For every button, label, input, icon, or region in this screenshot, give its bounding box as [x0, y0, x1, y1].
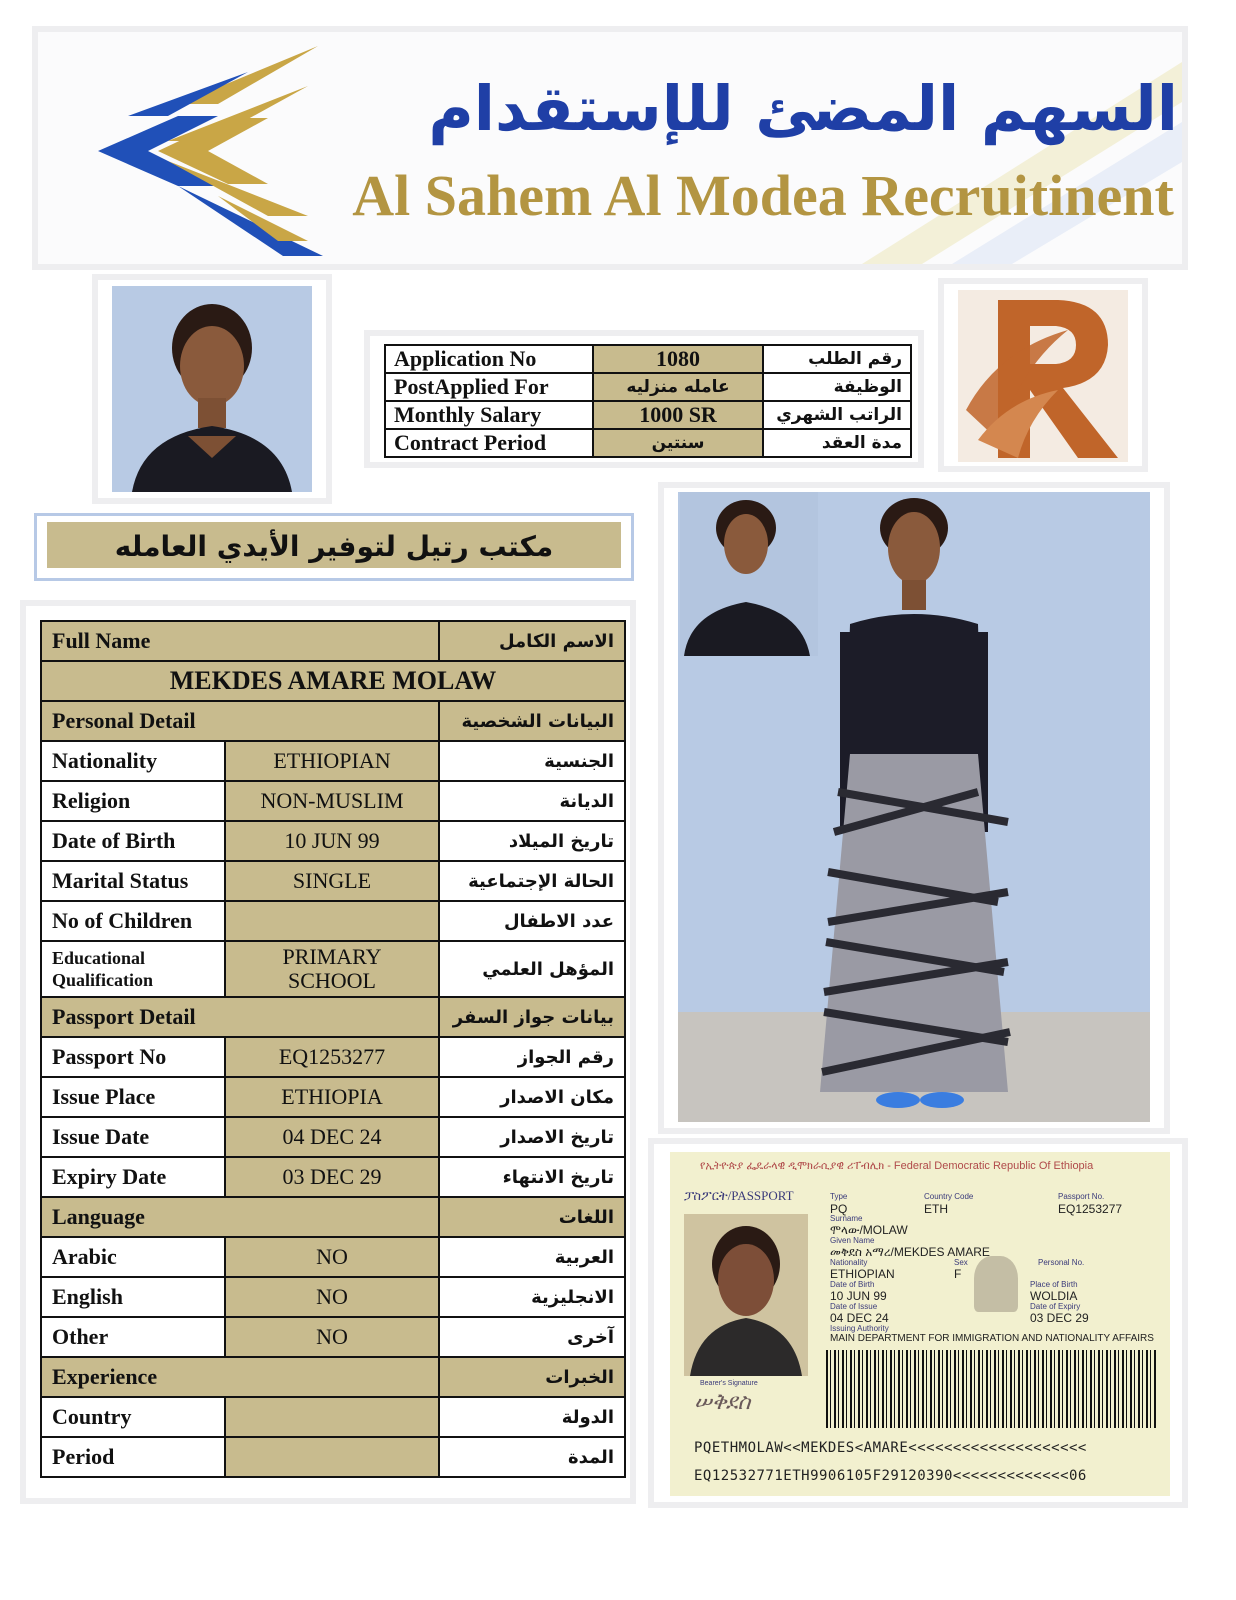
full-name-value: MEKDES AMARE MOLAW: [41, 661, 625, 701]
passport-no-label: Passport No: [41, 1037, 225, 1077]
english-lang-value: NO: [225, 1277, 439, 1317]
post-applied-arabic: الوظيفة: [763, 373, 911, 401]
passport-scan: [670, 1152, 1170, 1496]
english-company-title: Al Sahem Al Modea Recruitinent: [352, 163, 1174, 228]
post-applied-value: عامله منزليه: [593, 373, 763, 401]
table-row: [41, 1397, 625, 1437]
passport-scan-panel: [648, 1138, 1188, 1508]
nationality-label: Nationality: [41, 741, 225, 781]
doe-value: 03 DEC 29: [1030, 1311, 1089, 1325]
country-arabic: الدولة: [439, 1397, 625, 1437]
religion-value: NON-MUSLIM: [225, 781, 439, 821]
agency-logo-panel: [938, 278, 1148, 472]
sex-label: Sex: [954, 1258, 968, 1267]
portrait-photo: [112, 286, 312, 492]
language-arabic: اللغات: [439, 1197, 625, 1237]
passport-number-label: Passport No.: [1058, 1192, 1105, 1201]
table-row: [41, 1117, 625, 1157]
portrait-photo-panel: [92, 274, 332, 504]
children-value: [225, 901, 439, 941]
surname-label: Surname: [830, 1214, 863, 1223]
issue-date-arabic: تاريخ الاصدار: [439, 1117, 625, 1157]
country-value: [225, 1397, 439, 1437]
other-lang-value: NO: [225, 1317, 439, 1357]
dob-value: 10 JUN 99: [225, 821, 439, 861]
table-row: [41, 821, 625, 861]
passport-detail-arabic: بيانات جواز السفر: [439, 997, 625, 1037]
application-table: [384, 344, 912, 458]
table-row: [385, 429, 911, 457]
children-arabic: عدد الاطفال: [439, 901, 625, 941]
expiry-date-value: 03 DEC 29: [225, 1157, 439, 1197]
table-row: [385, 345, 911, 373]
other-lang-arabic: آخرى: [439, 1317, 625, 1357]
table-row: [41, 901, 625, 941]
english-lang-arabic: الانجليزية: [439, 1277, 625, 1317]
full-body-photo: [678, 492, 1150, 1122]
passport-detail-label: Passport Detail: [41, 997, 439, 1037]
nationality-card-value: ETHIOPIAN: [830, 1267, 895, 1281]
education-value-line1: PRIMARY: [282, 944, 382, 969]
passport-photo: [684, 1214, 808, 1376]
period-arabic: المدة: [439, 1437, 625, 1477]
table-row: [41, 1277, 625, 1317]
issue-date-label: Issue Date: [41, 1117, 225, 1157]
passport-no-value: EQ1253277: [225, 1037, 439, 1077]
r-logo-icon: [958, 290, 1128, 462]
application-no-arabic: رقم الطلب: [763, 345, 911, 373]
table-row: [41, 941, 625, 997]
details-panel: [20, 600, 636, 1504]
passport-barcode: [826, 1350, 1158, 1428]
doe-label: Date of Expiry: [1030, 1302, 1081, 1311]
country-code-label: Country Code: [924, 1192, 974, 1201]
given-name-label: Given Name: [830, 1236, 875, 1245]
nationality-card-label: Nationality: [830, 1258, 868, 1267]
country-label: Country: [41, 1397, 225, 1437]
mrz-line-1: PQETHMOLAW<<MEKDES<AMARE<<<<<<<<<<<<<<<<<<<<: [694, 1440, 1087, 1456]
sex-value: F: [954, 1267, 962, 1281]
issue-place-label: Issue Place: [41, 1077, 225, 1117]
arabic-lang-arabic: العربية: [439, 1237, 625, 1277]
authority-label: Issuing Authority: [830, 1324, 889, 1333]
office-name-banner: [34, 513, 634, 581]
pob-label: Place of Birth: [1030, 1280, 1078, 1289]
country-code-value: ETH: [924, 1202, 948, 1216]
marital-status-label: Marital Status: [41, 861, 225, 901]
passport-detail-header-row: [41, 997, 625, 1037]
issue-place-arabic: مكان الاصدار: [439, 1077, 625, 1117]
children-label: No of Children: [41, 901, 225, 941]
table-row: [41, 1237, 625, 1277]
signature: ሠቅደስ: [694, 1390, 751, 1415]
religion-label: Religion: [41, 781, 225, 821]
english-lang-label: English: [41, 1277, 225, 1317]
ghost-photo: [974, 1256, 1018, 1312]
expiry-date-label: Expiry Date: [41, 1157, 225, 1197]
education-label: [41, 941, 225, 997]
table-row: [41, 1077, 625, 1117]
passport-header: የኢትዮጵያ ፌዴራላዊ ዲሞክራሲያዊ ሪፐብሊክ - Federal Democratic Republic Of Ethiopia: [700, 1160, 1094, 1172]
table-row: [41, 741, 625, 781]
marital-status-value: SINGLE: [225, 861, 439, 901]
personal-detail-arabic: البيانات الشخصية: [439, 701, 625, 741]
issue-date-value: 04 DEC 24: [225, 1117, 439, 1157]
personal-detail-label: Personal Detail: [41, 701, 439, 741]
surname-value: ሞላው/MOLAW: [830, 1223, 908, 1237]
table-row: [41, 1317, 625, 1357]
post-applied-label: PostApplied For: [385, 373, 593, 401]
expiry-date-arabic: تاريخ الانتهاء: [439, 1157, 625, 1197]
nationality-arabic: الجنسية: [439, 741, 625, 781]
dob-card-value: 10 JUN 99: [830, 1289, 887, 1303]
experience-header-row: [41, 1357, 625, 1397]
chevron-arrows-logo-icon: [68, 46, 328, 256]
contract-period-arabic: مدة العقد: [763, 429, 911, 457]
application-panel: [364, 330, 924, 468]
table-row: [41, 1037, 625, 1077]
background-stripes: [482, 32, 1182, 264]
personal-detail-header-row: [41, 701, 625, 741]
office-name-text: مكتب رتيل لتوفير الأيدي العامله: [47, 522, 621, 568]
marital-status-arabic: الحالة الإجتماعية: [439, 861, 625, 901]
full-name-arabic: الاسم الكامل: [439, 621, 625, 661]
full-name-header-row: [41, 621, 625, 661]
period-label: Period: [41, 1437, 225, 1477]
education-arabic: المؤهل العلمي: [439, 941, 625, 997]
dob-card-label: Date of Birth: [830, 1280, 875, 1289]
type-label: Type: [830, 1192, 848, 1201]
language-label: Language: [41, 1197, 439, 1237]
details-table: [40, 620, 626, 1478]
experience-arabic: الخبرات: [439, 1357, 625, 1397]
monthly-salary-arabic: الراتب الشهري: [763, 401, 911, 429]
full-name-label: Full Name: [41, 621, 439, 661]
monthly-salary-value: 1000 SR: [593, 401, 763, 429]
table-row: [385, 401, 911, 429]
doi-value: 04 DEC 24: [830, 1311, 889, 1325]
nationality-value: ETHIOPIAN: [225, 741, 439, 781]
arabic-company-title: السهم المضئ للإستقدام: [428, 72, 1178, 145]
application-no-label: Application No: [385, 345, 593, 373]
personal-no-label: Personal No.: [1038, 1258, 1085, 1267]
arabic-lang-value: NO: [225, 1237, 439, 1277]
given-name-value: መቅደስ አማረ/MEKDES AMARE: [830, 1245, 990, 1259]
agency-logo: [958, 290, 1128, 462]
dob-label: Date of Birth: [41, 821, 225, 861]
table-row: [41, 1157, 625, 1197]
pob-value: WOLDIA: [1030, 1289, 1078, 1303]
language-header-row: [41, 1197, 625, 1237]
education-label-line2: Qualification: [52, 970, 154, 990]
authority-value: MAIN DEPARTMENT FOR IMMIGRATION AND NATIONALITY AFFAIRS: [830, 1333, 1154, 1344]
dob-arabic: تاريخ الميلاد: [439, 821, 625, 861]
signature-label: Bearer's Signature: [700, 1380, 758, 1387]
education-value-line2: SCHOOL: [287, 968, 376, 993]
issue-place-value: ETHIOPIA: [225, 1077, 439, 1117]
other-lang-label: Other: [41, 1317, 225, 1357]
passport-number-value: EQ1253277: [1058, 1202, 1123, 1216]
experience-label: Experience: [41, 1357, 439, 1397]
arabic-lang-label: Arabic: [41, 1237, 225, 1277]
religion-arabic: الديانة: [439, 781, 625, 821]
mrz-line-2: EQ12532771ETH9906105F29120390<<<<<<<<<<<<<06: [694, 1468, 1087, 1484]
table-row: [41, 1437, 625, 1477]
table-row: [41, 861, 625, 901]
passport-no-arabic: رقم الجواز: [439, 1037, 625, 1077]
contract-period-value: سنتين: [593, 429, 763, 457]
passport-doc-title: ፓስፖርት/PASSPORT: [684, 1188, 794, 1203]
period-value: [225, 1437, 439, 1477]
doi-label: Date of Issue: [830, 1302, 878, 1311]
full-body-photo-panel: [658, 482, 1170, 1134]
header-banner: [32, 26, 1188, 270]
type-value: PQ: [830, 1202, 848, 1216]
full-name-value-row: [41, 661, 625, 701]
education-value: [225, 941, 439, 997]
education-label-line1: Educational: [52, 948, 146, 968]
table-row: [41, 781, 625, 821]
monthly-salary-label: Monthly Salary: [385, 401, 593, 429]
application-no-value: 1080: [593, 345, 763, 373]
table-row: [385, 373, 911, 401]
contract-period-label: Contract Period: [385, 429, 593, 457]
